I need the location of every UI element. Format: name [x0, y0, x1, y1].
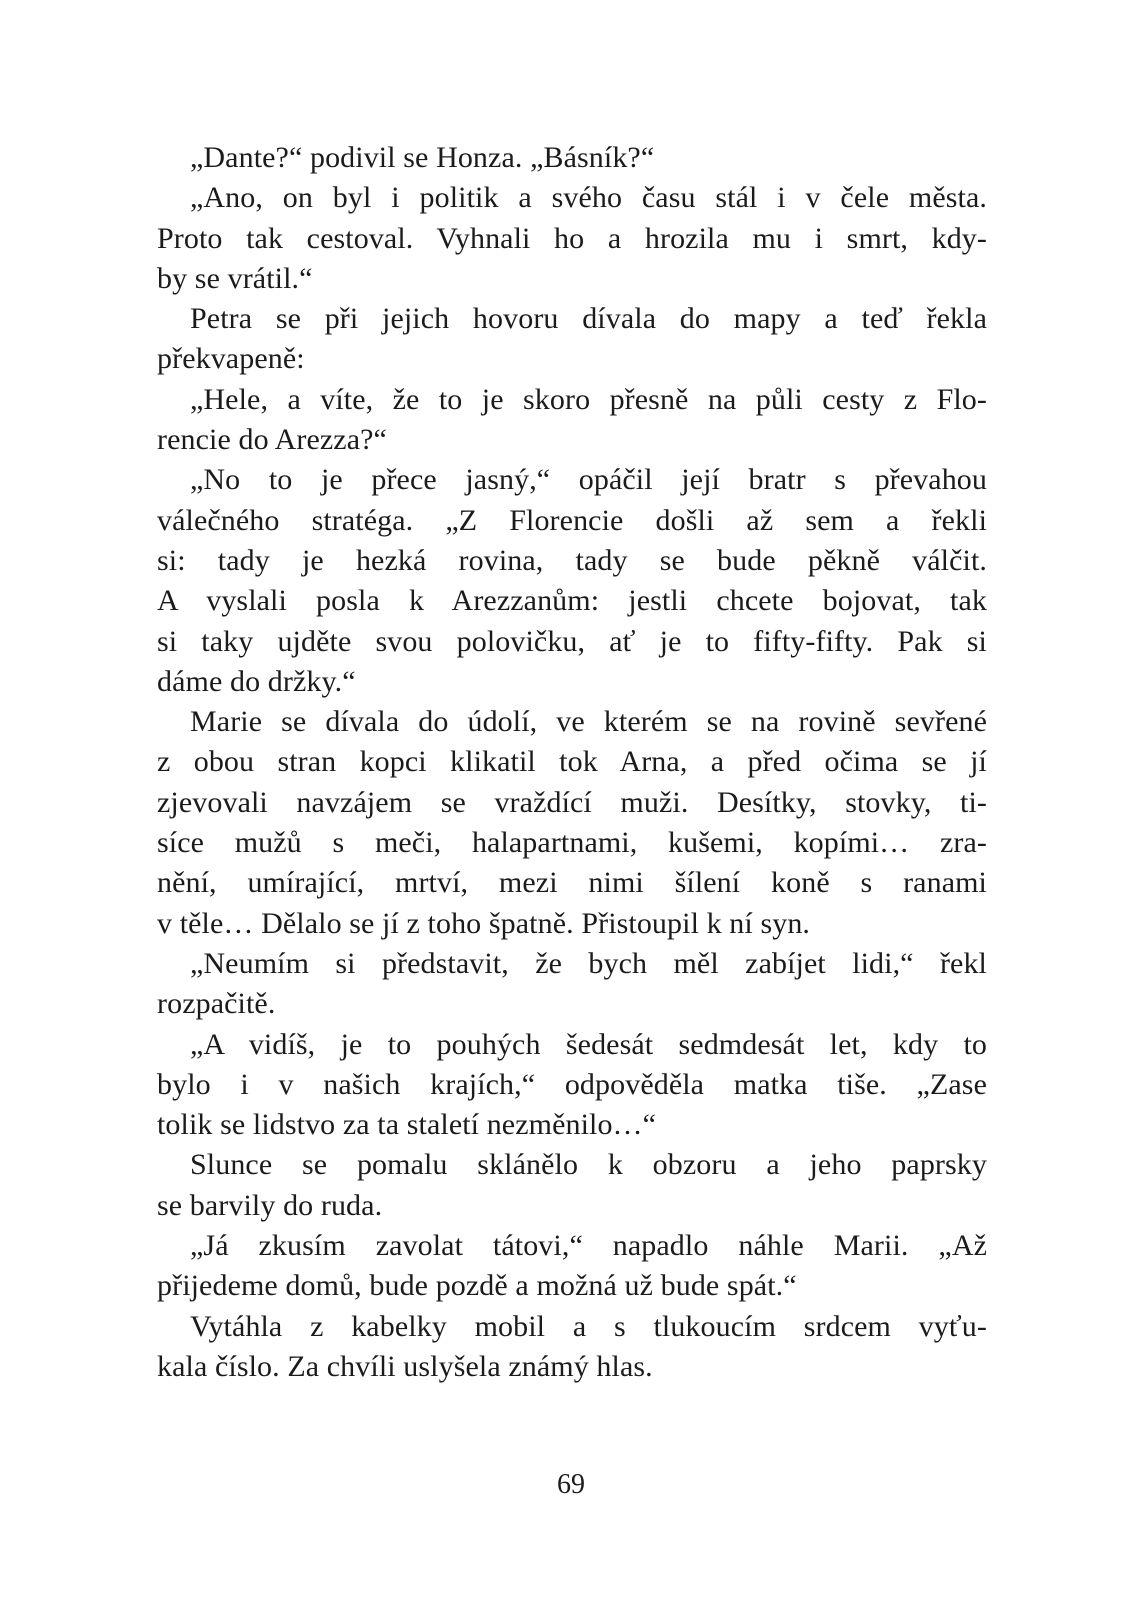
text-line: Slunce se pomalu sklánělo k obzoru a jeho paprsky — [190, 1148, 987, 1182]
text-line: „Neumím si představit, že bych měl zabíjet lidi,“ řekl — [190, 946, 987, 980]
text-line: rencie do Arezza?“ — [157, 423, 387, 457]
text-line: přijedeme domů, bude pozdě a možná už bude spát.“ — [157, 1269, 797, 1303]
text-line: by se vrátil.“ — [157, 261, 313, 295]
text-line: „A vidíš, je to pouhých šedesát sedmdesát let, kdy to — [190, 1027, 987, 1061]
text-line: „Ano, on byl i politik a svého času stál i v čele města. — [190, 181, 987, 215]
text-line: tolik se lidstvo za ta staletí nezměnilo…“ — [157, 1108, 657, 1142]
paragraph — [157, 1145, 987, 1226]
text-line: Proto tak cestoval. Vyhnali ho a hrozila mu i smrt, kdy- — [157, 221, 987, 255]
text-line: Vytáhla z kabelky mobil a s tlukoucím srdcem vyťu- — [190, 1309, 987, 1343]
text-line: síce mužů s meči, halapartnami, kušemi, kopími… zra- — [157, 826, 987, 860]
text-line: dáme do držky.“ — [157, 664, 356, 698]
paragraph — [157, 460, 987, 702]
text-line: zjevovali navzájem se vraždící muži. Desítky, stovky, ti- — [157, 785, 987, 819]
text-line: Marie se dívala do údolí, ve kterém se na rovině sevřené — [190, 705, 987, 739]
paragraph — [157, 944, 987, 1025]
paragraph — [157, 380, 987, 461]
paragraph — [157, 1226, 987, 1307]
text-line: „Dante?“ podivil se Honza. „Básník?“ — [190, 141, 655, 174]
text-line: „Já zkusím zavolat tátovi,“ napadlo náhle Marii. „Až — [190, 1229, 987, 1263]
text-line: „Hele, a víte, že to je skoro přesně na půli cesty z Flo- — [190, 382, 987, 416]
paragraph — [157, 178, 987, 299]
paragraph — [157, 1307, 987, 1388]
text-line: si taky ujděte svou polovičku, ať je to fifty-fifty. Pak si — [157, 624, 987, 658]
text-line: bylo i v našich krajích,“ odpověděla matka tiše. „Zase — [157, 1067, 987, 1101]
text-line: rozpačitě. — [157, 987, 276, 1021]
page-number: 69 — [557, 1469, 585, 1500]
text-line: válečného stratéga. „Z Florencie došli až sem a řekli — [157, 503, 987, 537]
text-block — [157, 138, 987, 1387]
text-line: „No to je přece jasný,“ opáčil její bratr s převahou — [190, 463, 987, 497]
text-line: v těle… Dělalo se jí z toho špatně. Přistoupil k ní syn. — [157, 906, 811, 940]
text-line: si: tady je hezká rovina, tady se bude pěkně válčit. — [157, 543, 987, 577]
paragraph — [157, 702, 987, 944]
text-line: z obou stran kopci klikatil tok Arna, a před očima se jí — [157, 745, 987, 779]
text-line: kala číslo. Za chvíli uslyšela známý hlas. — [157, 1349, 653, 1383]
text-line: Petra se při jejich hovoru dívala do mapy a teď řekla — [190, 302, 987, 336]
text-line: se barvily do ruda. — [157, 1188, 383, 1222]
paragraph — [157, 1025, 987, 1146]
text-line: překvapeně: — [157, 342, 305, 376]
paragraph — [157, 138, 987, 178]
text-line: A vyslali posla k Arezzanům: jestli chcete bojovat, tak — [157, 584, 987, 618]
paragraph — [157, 299, 987, 380]
text-line: nění, umírající, mrtví, mezi nimi šílení koně s ranami — [157, 866, 987, 900]
